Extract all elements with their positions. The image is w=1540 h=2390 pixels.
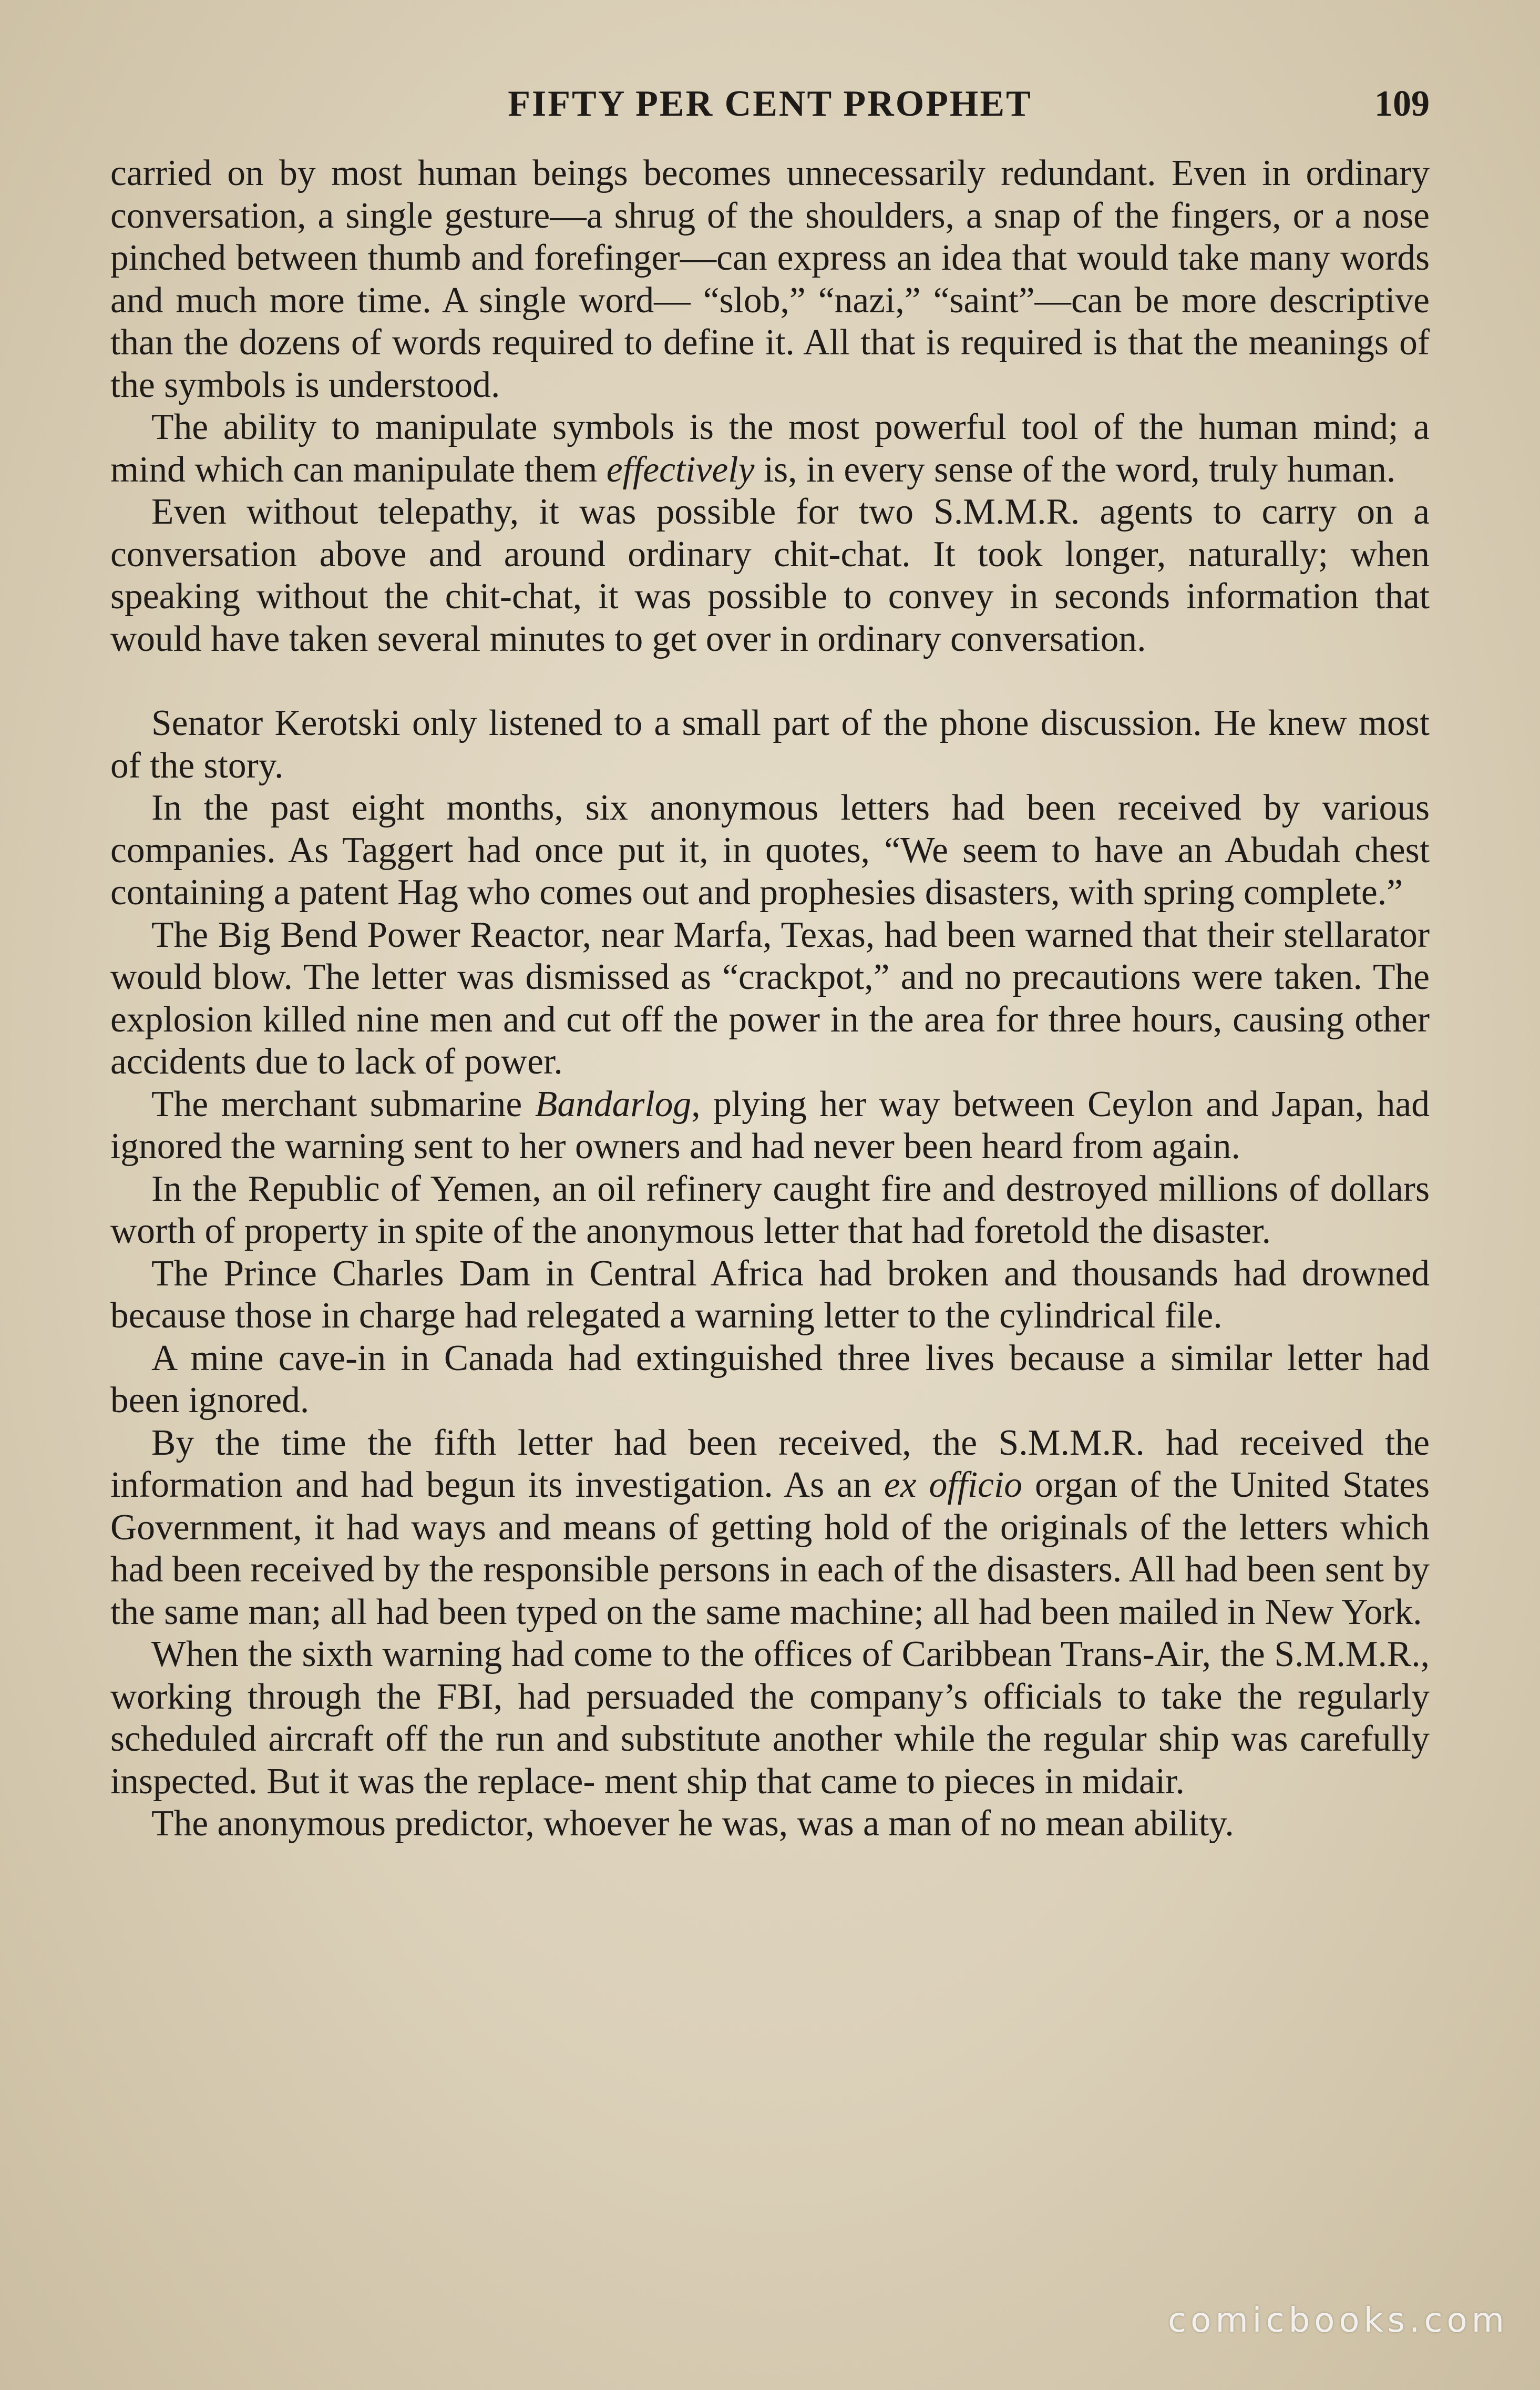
paragraph: The ability to manipulate symbols is the most powerful tool of the human mind; a mind which can manipulate them effectively is, in every sense of the word, truly human. [110, 407, 1430, 490]
site-watermark: comicbooks.com [1167, 2301, 1508, 2340]
paragraph: Even without telepathy, it was possible for two S.M.M.R. agents to carry on a conversation above and around ordinary chit-chat. It took longer, naturally; when speaking without the chit-chat, it was possible to convey in seconds information that would have taken several minutes to get over in ordinary conversation. [110, 492, 1430, 659]
paragraph: When the sixth warning had come to the offices of Caribbean Trans-Air, the S.M.M.R., working through the FBI, had persuaded the company’s officials to take the regularly scheduled aircraft off the run and substitute another while the regular ship was carefully inspected. But it was the replace- ment ship that came to pieces in midair. [110, 1634, 1430, 1802]
paragraph: By the time the fifth letter had been received, the S.M.M.R. had received the information and had begun its investigation. As an ex officio organ of the United States Government, it had ways and means of getting hold of the originals of the letters which had been received by the responsible persons in each of the disasters. All had been sent by the same man; all had been typed on the same machine; all had been mailed in New York. [110, 1422, 1430, 1632]
running-title: FIFTY PER CENT PROPHET [508, 84, 1032, 124]
paragraph: In the Republic of Yemen, an oil refinery caught fire and destroyed millions of dollars worth of property in spite of the anonymous letter that had foretold the disaster. [110, 1168, 1430, 1251]
paragraph: The anonymous predictor, whoever he was, was a man of no mean ability. [151, 1803, 1234, 1844]
paragraph: carried on by most human beings becomes unnecessarily redundant. Even in ordinary conversation, a single gesture—a shrug of the shoulders, a snap of the fingers, or a nose pinched between thumb and forefinger—can express an idea that would take many words and much more time. A single word— “slob,” “nazi,” “saint”—can be more descriptive than the dozens of words required to define it. All that is required is that the meanings of the symbols is understood. [110, 153, 1430, 405]
emphasis: ex officio [884, 1465, 1023, 1505]
paragraph: The Prince Charles Dam in Central Africa had broken and thousands had drowned because those in charge had relegated a warning letter to the cylindrical file. [110, 1253, 1430, 1336]
body-text [110, 152, 1430, 1845]
emphasis: Bandarlog [535, 1084, 692, 1125]
emphasis: effectively [606, 449, 755, 490]
running-header [110, 83, 1430, 130]
page-number: 109 [1374, 84, 1430, 124]
paragraph: The merchant submarine Bandarlog, plying her way between Ceylon and Japan, had ignored the warning sent to her owners and had never been heard from again. [110, 1084, 1430, 1167]
paragraph: Senator Kerotski only listened to a small part of the phone discussion. He knew most of the story. [110, 703, 1430, 786]
paragraph: The Big Bend Power Reactor, near Marfa, Texas, had been warned that their stellarator would blow. The letter was dismissed as “crackpot,” and no precautions were taken. The explosion killed nine men and cut off the power in the area for three hours, causing other accidents due to lack of power. [110, 914, 1430, 1082]
paragraph: In the past eight months, six anonymous letters had been received by various companies. As Taggert had once put it, in quotes, “We seem to have an Abudah chest containing a patent Hag who comes out and prophesies disasters, with spring complete.” [110, 788, 1430, 913]
paragraph: A mine cave-in in Canada had extinguished three lives because a similar letter had been ignored. [110, 1337, 1430, 1421]
